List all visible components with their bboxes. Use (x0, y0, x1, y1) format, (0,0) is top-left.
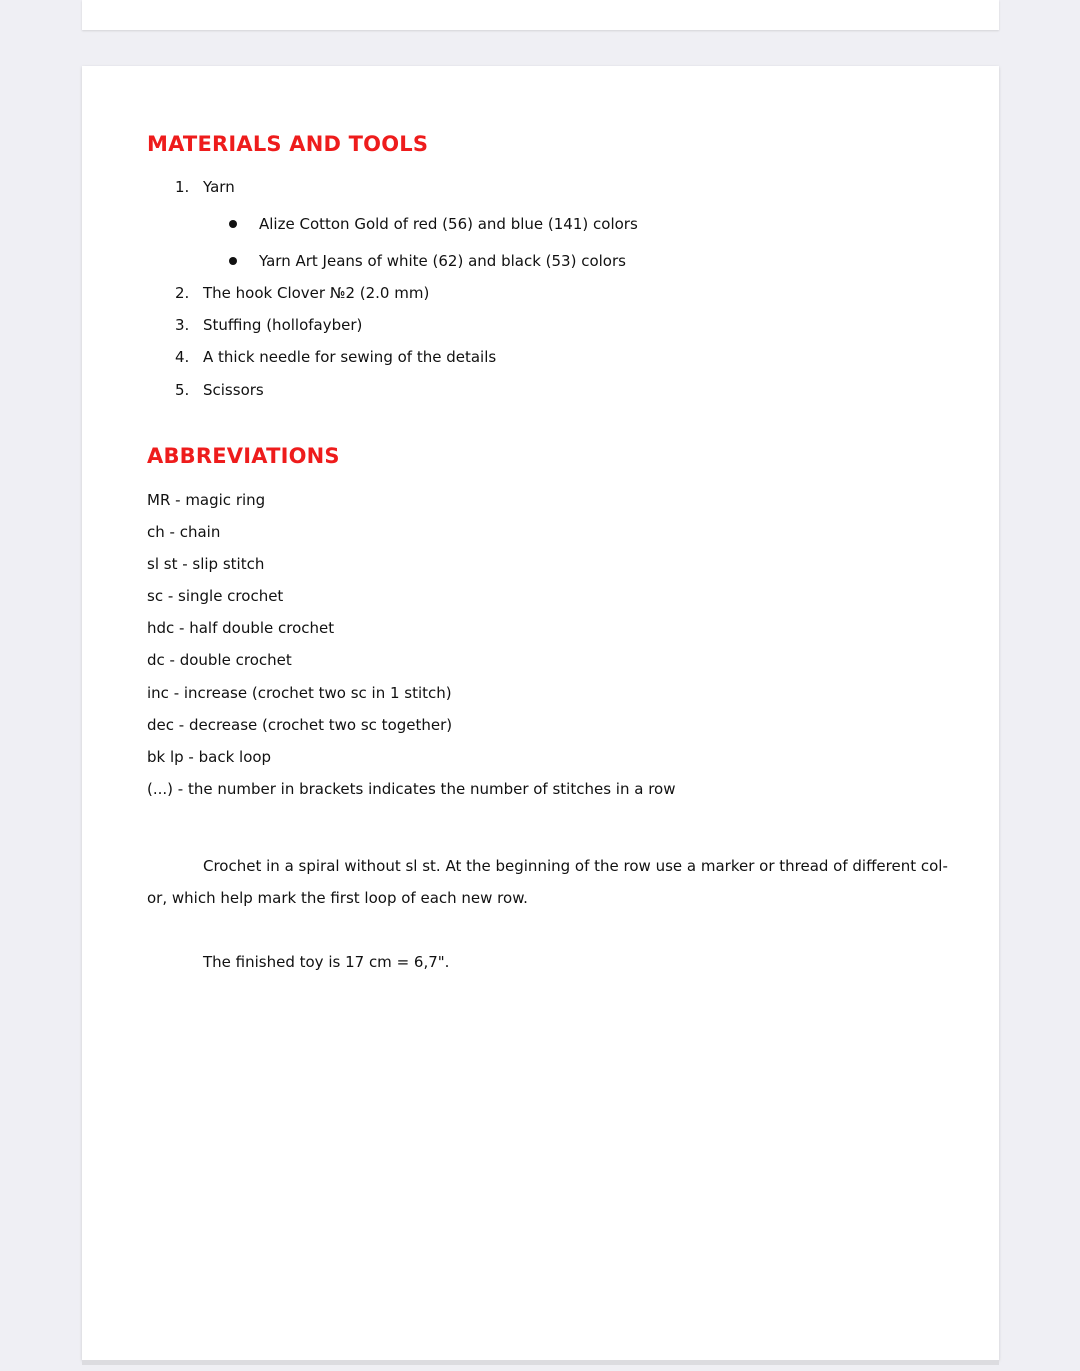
list-item (147, 177, 947, 197)
bullet-icon (229, 220, 237, 228)
abbreviation-item: MR - magic ring (147, 491, 266, 509)
bullet-icon (229, 257, 237, 265)
bullet-item (147, 251, 947, 271)
previous-page (82, 0, 999, 30)
abbreviation-item: ch - chain (147, 523, 221, 541)
list-text: Stuffing (hollofayber) (203, 316, 363, 334)
document-page (82, 66, 999, 1360)
spiral-note-line-1: Crochet in a spiral without sl st. At the beginning of the row use a marker or thread of different col- (203, 857, 948, 875)
list-number: 4. (175, 348, 190, 366)
list-number: 5. (175, 381, 190, 399)
abbreviation-item: (...) - the number in brackets indicates the number of stitches in a row (147, 780, 676, 798)
list-number: 1. (175, 178, 190, 196)
bullet-text: Alize Cotton Gold of red (56) and blue (141) colors (259, 215, 638, 233)
list-item (147, 347, 947, 367)
list-item (147, 380, 947, 400)
bullet-text: Yarn Art Jeans of white (62) and black (53) colors (259, 252, 626, 270)
list-item (147, 283, 947, 303)
list-item (147, 315, 947, 335)
list-text: The hook Clover №2 (2.0 mm) (203, 284, 430, 302)
abbreviation-item: dc - double crochet (147, 651, 292, 669)
bullet-item (147, 214, 947, 234)
abbreviation-item: bk lp - back loop (147, 748, 272, 766)
abbreviation-item: hdc - half double crochet (147, 619, 335, 637)
list-number: 2. (175, 284, 190, 302)
abbreviation-item: sc - single crochet (147, 587, 284, 605)
list-text: Yarn (203, 178, 235, 196)
finished-size-note: The finished toy is 17 cm = 6,7". (203, 953, 450, 971)
list-text: A thick needle for sewing of the details (203, 348, 497, 366)
abbreviations-heading: ABBREVIATIONS (147, 444, 340, 468)
spiral-note-line-2: or, which help mark the first loop of each new row. (147, 889, 528, 907)
next-page-edge (82, 1360, 999, 1365)
list-text: Scissors (203, 381, 264, 399)
abbreviation-item: dec - decrease (crochet two sc together) (147, 716, 453, 734)
abbreviation-item: sl st - slip stitch (147, 555, 265, 573)
list-number: 3. (175, 316, 190, 334)
abbreviation-item: inc - increase (crochet two sc in 1 stitch) (147, 684, 452, 702)
materials-heading: MATERIALS AND TOOLS (147, 132, 429, 156)
